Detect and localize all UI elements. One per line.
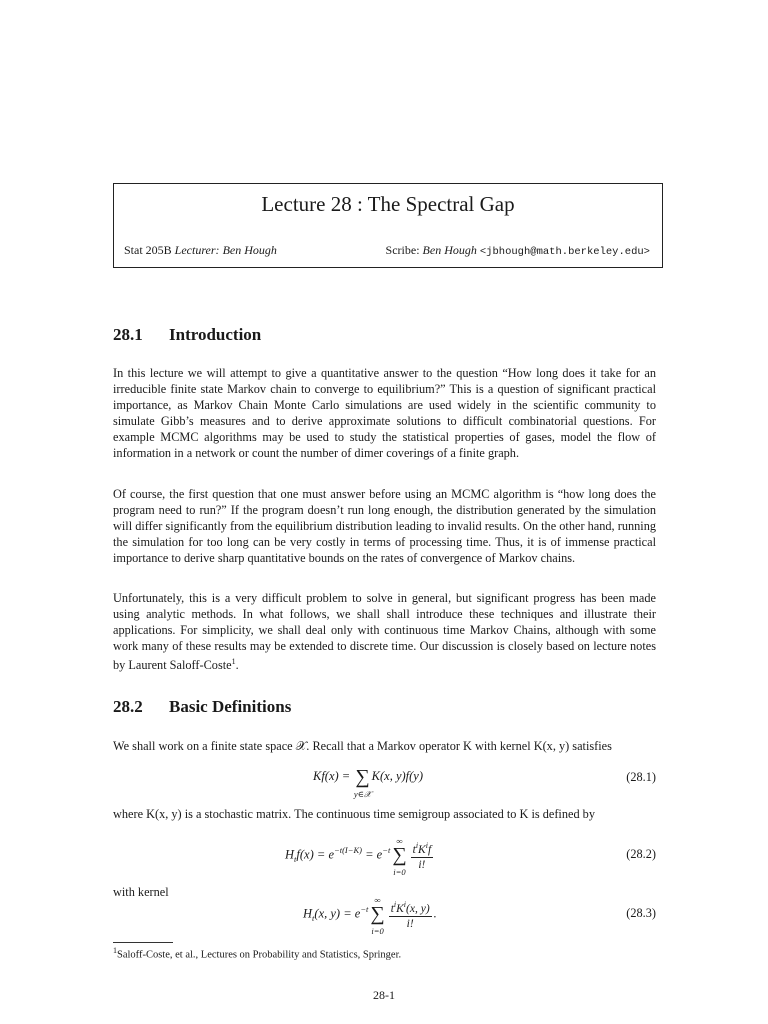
equation-28-3 bbox=[113, 893, 656, 937]
num-args: (x, y) bbox=[406, 902, 430, 915]
equation-28-2-body bbox=[285, 836, 435, 878]
intro-paragraph-1: In this lecture we will attempt to give a quantitative answer to the question “How long does it take for an irreducible finite state Markov chain to converge to equilibrium?” This is a question of significant practical importance, as Markov Chain Monte Carlo simulations are used widely in the scientific community to simulate Gibb’s measures and to derive approximate solutions to difficult combinatorial questions. For example MCMC algorithms may be used to study the statistical properties of gases, model the flow of information in a network or count the number of dimer coverings of a finite graph. bbox=[113, 366, 656, 460]
fraction-denominator: i! bbox=[406, 917, 414, 930]
sum-upper-limit: ∞ bbox=[374, 895, 381, 906]
equation-number: (28.3) bbox=[626, 906, 656, 920]
scribe-line bbox=[386, 243, 650, 258]
section-title: Introduction bbox=[169, 325, 262, 344]
eq3-period: . bbox=[433, 906, 437, 921]
eq2-lhs: f(x) = e bbox=[296, 847, 334, 862]
eq2-mid: = e bbox=[362, 847, 383, 862]
section-heading-basic-definitions bbox=[113, 697, 291, 717]
sum-lower-limit: i=0 bbox=[371, 926, 384, 937]
fraction-numerator bbox=[389, 898, 432, 917]
lecturer-label: Lecturer: bbox=[174, 243, 220, 257]
eq2-h: H bbox=[285, 847, 295, 862]
sum-upper-limit: ∞ bbox=[396, 836, 403, 847]
num-sup-i: i bbox=[393, 900, 397, 909]
footnote-text: Saloff-Coste, et al., Lectures on Probability and Statistics, Springer. bbox=[117, 949, 402, 961]
footnote-rule bbox=[113, 942, 173, 943]
num-t: t bbox=[412, 843, 416, 856]
eq2-sub-t: t bbox=[294, 853, 297, 864]
intro-paragraph-3-end: . bbox=[235, 658, 239, 673]
section-number: 28.1 bbox=[113, 325, 143, 344]
section-title: Basic Definitions bbox=[169, 697, 292, 716]
equation-28-1-body bbox=[313, 766, 423, 799]
eq1-rhs: K(x, y)f(y) bbox=[371, 768, 423, 783]
intro-paragraph-2: Of course, the first question that one must answer before using an MCMC algorithm is “how long does the program need to run?” If the program doesn’t run long enough, the distribution generated by the simulation will differ significantly from the equilibrium distribution leading to invalid results. On the other hand, running the simulation for too long can be very costly in terms of processing time. Thus, it is of immense practical importance to derive sharp quantitative bounds on the rates of convergence of Markov chains. bbox=[113, 487, 656, 565]
course-code: Stat 205B bbox=[124, 243, 172, 257]
scribe-email: <jbhough@math.berkeley.edu> bbox=[479, 246, 650, 258]
scribe-label: Scribe: bbox=[385, 243, 420, 257]
eq2-exponent-2: −t bbox=[382, 845, 391, 856]
equation-28-1 bbox=[113, 762, 656, 802]
lecture-header-box bbox=[113, 183, 663, 268]
num-k: K bbox=[396, 902, 404, 915]
basic-paragraph-3: with kernel bbox=[113, 885, 169, 899]
eq1-lhs: Kf(x) = bbox=[313, 768, 354, 783]
num-k: K bbox=[418, 843, 426, 856]
footnote-marker: 1 bbox=[231, 657, 236, 666]
fraction-numerator bbox=[411, 839, 434, 858]
lecture-title: Lecture 28 : The Spectral Gap bbox=[261, 192, 515, 216]
equation-28-2 bbox=[113, 833, 656, 878]
equation-28-3-body bbox=[303, 895, 437, 937]
num-sup-i: i bbox=[415, 841, 419, 850]
sum-symbol: ∞ ∑ i=0 bbox=[392, 836, 407, 878]
equation-number: (28.2) bbox=[626, 847, 656, 861]
eq3-exponent: −t bbox=[360, 904, 369, 915]
eq3-lhs: (x, y) = e bbox=[314, 906, 361, 921]
section-heading-introduction bbox=[113, 325, 261, 345]
fraction-denominator: i! bbox=[418, 858, 426, 871]
footnote-number: 1 bbox=[113, 946, 117, 955]
lecturer-name: Ben Hough bbox=[222, 243, 277, 257]
sum-lower-limit: y∈𝒳 bbox=[353, 789, 372, 799]
footnote bbox=[113, 946, 401, 961]
sum-symbol: ∑ y∈𝒳 bbox=[353, 766, 372, 799]
sum-lower-limit: i=0 bbox=[393, 867, 406, 878]
basic-paragraph-2: where K(x, y) is a stochastic matrix. The continuous time semigroup associated to K is defined by bbox=[113, 807, 595, 821]
fraction bbox=[389, 898, 432, 931]
section-number: 28.2 bbox=[113, 697, 143, 716]
intro-paragraph-3-text: Unfortunately, this is a very difficult problem to solve in general, but significant progress has been made using analytic methods. In what follows, we shall shall introduce these techniques and illustrate their applications. For simplicity, we shall deal only with continuous time Markov Chains, although with some work many of these results may be extended to discrete time. Our discussion is closely based on lecture notes by Laurent Saloff-Coste bbox=[113, 591, 656, 673]
eq2-exponent-1: −t(I−K) bbox=[334, 845, 362, 856]
basic-paragraph-1: We shall work on a finite state space 𝒳. Recall that a Markov operator K with kernel K(x, y) satisfies bbox=[113, 739, 612, 753]
intro-paragraph-3 bbox=[113, 590, 656, 673]
num-f: f bbox=[427, 843, 432, 856]
equation-number: (28.1) bbox=[626, 770, 656, 784]
num-sup-i2: i bbox=[425, 841, 428, 850]
eq3-h: H bbox=[303, 906, 313, 921]
num-t: t bbox=[390, 902, 394, 915]
sum-symbol: ∞ ∑ i=0 bbox=[370, 895, 385, 937]
page-number: 28-1 bbox=[373, 988, 395, 1002]
fraction bbox=[411, 839, 434, 872]
num-sup-i2: i bbox=[403, 900, 407, 909]
course-lecturer-line bbox=[124, 243, 277, 258]
scribe-name: Ben Hough bbox=[422, 243, 477, 257]
eq3-sub-t: t bbox=[312, 912, 315, 923]
